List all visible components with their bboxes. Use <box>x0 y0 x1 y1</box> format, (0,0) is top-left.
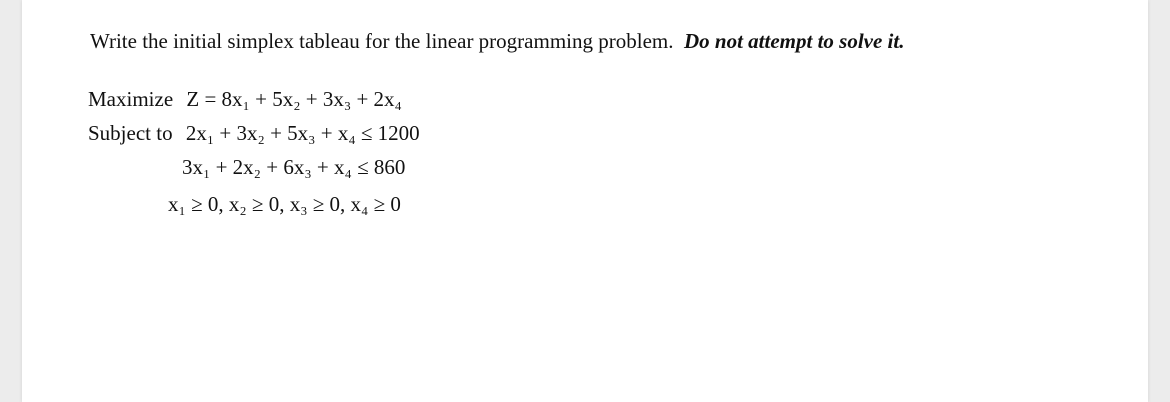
constraint-1: 2x₁ + 3x₂ + 5x₃ + x₄ ≤ 1200 <box>185 121 420 145</box>
constraint-2: 3x₁ + 2x₂ + 6x₃ + x₄ ≤ 860 <box>182 155 406 179</box>
instruction-emphasis: Do not attempt to solve it. <box>683 29 905 53</box>
document-page <box>22 0 1148 402</box>
objective-line <box>88 89 402 110</box>
nonnegativity-constraints: x₁ ≥ 0, x₂ ≥ 0, x₃ ≥ 0, x₄ ≥ 0 <box>168 192 401 216</box>
objective-expression: Z = 8x₁ + 5x₂ + 3x₃ + 2x₄ <box>186 87 402 111</box>
constraint-line-2 <box>182 157 405 178</box>
instruction-main: Write the initial simplex tableau for the linear programming problem. <box>90 29 674 53</box>
instruction-text <box>90 31 904 52</box>
constraint-line-3 <box>168 194 401 215</box>
objective-label: Maximize <box>88 87 174 111</box>
constraint-line-1 <box>88 123 420 144</box>
constraints-label: Subject to <box>88 121 173 145</box>
